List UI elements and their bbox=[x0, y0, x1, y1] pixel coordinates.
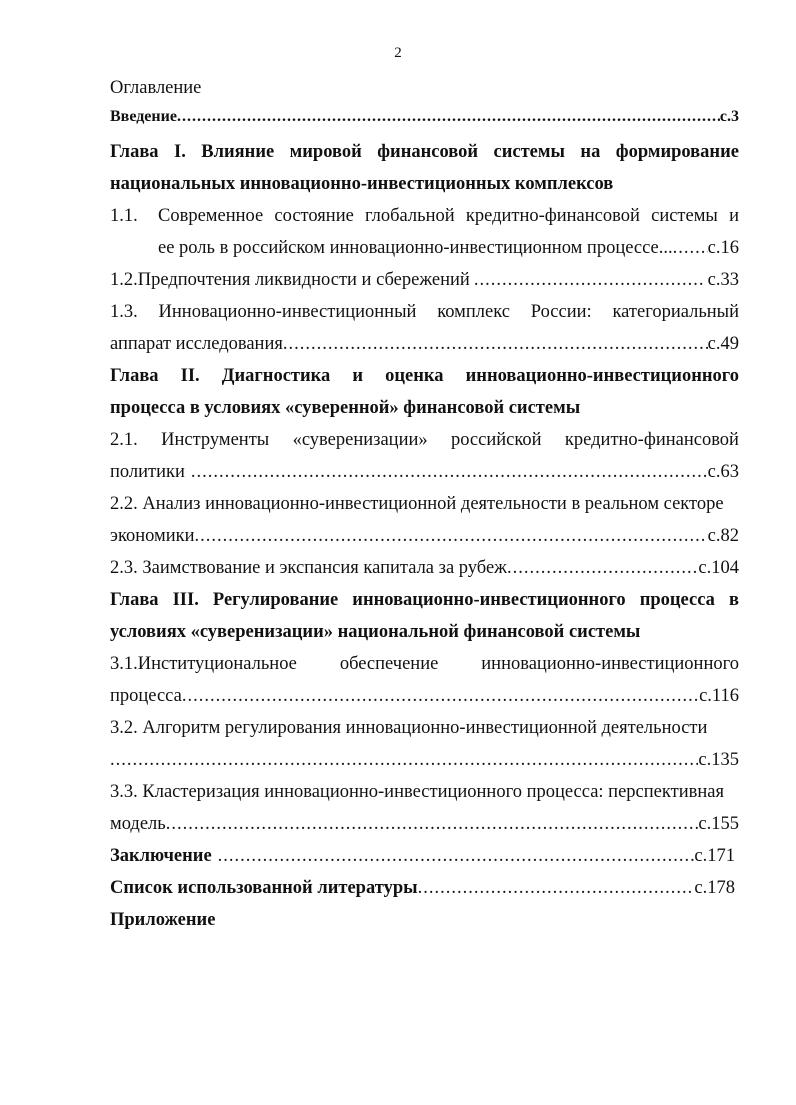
word: системы bbox=[493, 142, 565, 162]
toc-entry-2-2-line1[interactable]: 2.2. Анализ инновационно-инвестиционной деятельности в реальном секторе bbox=[110, 494, 724, 514]
word: и bbox=[352, 366, 364, 386]
chapter-2-heading-line1[interactable] bbox=[110, 364, 739, 388]
section-number: 1.2. bbox=[110, 270, 138, 290]
chapter-3-heading-line2: условиях «суверенизации» национальной финансовой системы bbox=[110, 622, 641, 642]
word: и bbox=[729, 206, 739, 226]
word: категориальный bbox=[612, 302, 739, 322]
leader-dots bbox=[283, 332, 708, 356]
leader-dots bbox=[218, 844, 695, 868]
entry-page: с.49 bbox=[707, 334, 739, 354]
word: мировой bbox=[289, 142, 362, 162]
toc-entry-intro[interactable] bbox=[110, 108, 739, 126]
entry-page: с.178 bbox=[694, 878, 735, 898]
entry-title: ее роль в российском инновационно-инвестиционном процессе... bbox=[158, 238, 673, 258]
leader-dots bbox=[177, 108, 720, 126]
toc-entry-1-1-line1[interactable] bbox=[110, 204, 739, 228]
entry-page: с.63 bbox=[707, 462, 739, 482]
word: II. bbox=[180, 366, 200, 386]
toc-title: Оглавление bbox=[110, 78, 202, 98]
word: Инструменты bbox=[161, 430, 270, 450]
entry-page: с.155 bbox=[698, 814, 739, 834]
word: процесса bbox=[639, 590, 715, 610]
leader-dots bbox=[474, 268, 704, 292]
toc-entry-3-1-line1[interactable] bbox=[110, 652, 739, 676]
word: 2.1. bbox=[110, 430, 138, 450]
entry-page: с.116 bbox=[699, 686, 739, 706]
word: формирование bbox=[615, 142, 739, 162]
toc-entry-3-3-line1[interactable]: 3.3. Кластеризация инновационно-инвестиционного процесса: перспективная bbox=[110, 782, 724, 802]
entry-page: с.16 bbox=[707, 238, 739, 258]
section-number: 1.1. bbox=[110, 206, 138, 226]
toc-entry-2-1-line1[interactable] bbox=[110, 428, 739, 452]
word: Современное bbox=[158, 206, 264, 226]
entry-title: процесса bbox=[110, 686, 182, 706]
word: Регулирование bbox=[212, 590, 339, 610]
page-number: 2 bbox=[394, 45, 402, 61]
word: Глава bbox=[110, 142, 159, 162]
word: состояние bbox=[274, 206, 354, 226]
word: инновационно-инвестиционного bbox=[481, 654, 739, 674]
leader-dots bbox=[110, 748, 698, 772]
entry-title: Введение bbox=[110, 108, 177, 125]
word: I. bbox=[174, 142, 186, 162]
toc-entry-3-2-line2[interactable] bbox=[110, 748, 739, 772]
word: Влияние bbox=[201, 142, 275, 162]
leader-dots bbox=[418, 876, 695, 900]
toc-entry-1-2[interactable] bbox=[110, 268, 739, 292]
toc-entry-1-3-line1[interactable] bbox=[110, 300, 739, 324]
word: обеспечение bbox=[339, 654, 439, 674]
word: на bbox=[580, 142, 601, 162]
leader-dots bbox=[507, 556, 698, 580]
toc-entry-3-1-line2[interactable] bbox=[110, 684, 739, 708]
leader-dots bbox=[191, 460, 708, 484]
toc-entry-references[interactable] bbox=[110, 876, 735, 900]
leader-dots bbox=[673, 236, 708, 260]
entry-title: экономики bbox=[110, 526, 195, 546]
entry-title: Список использованной литературы bbox=[110, 878, 418, 898]
word: Глава bbox=[110, 590, 159, 610]
leader-dots bbox=[195, 524, 704, 548]
entry-page: с.33 bbox=[707, 270, 739, 290]
word: 1.3. bbox=[110, 302, 138, 322]
toc-entry-2-2-line2[interactable] bbox=[110, 524, 739, 548]
word: Инновационно-инвестиционный bbox=[158, 302, 417, 322]
toc-entry-appendix[interactable]: Приложение bbox=[110, 910, 216, 930]
entry-page: с.135 bbox=[698, 750, 739, 770]
chapter-1-heading-line1[interactable] bbox=[110, 140, 739, 164]
leader-dots bbox=[182, 684, 699, 708]
entry-title: 2.3. Заимствование и экспансия капитала за рубеж bbox=[110, 558, 507, 578]
word: финансовой bbox=[377, 142, 479, 162]
entry-title: Предпочтения ликвидности и сбережений bbox=[137, 270, 470, 290]
word: Глава bbox=[110, 366, 159, 386]
entry-page: с.104 bbox=[698, 558, 739, 578]
word: кредитно-финансовой bbox=[465, 206, 640, 226]
word: комплекс bbox=[437, 302, 510, 322]
toc-entry-2-1-line2[interactable] bbox=[110, 460, 739, 484]
word: инновационно-инвестиционного bbox=[352, 590, 626, 610]
entry-title: модель bbox=[110, 814, 166, 834]
word: Диагностика bbox=[221, 366, 331, 386]
word: 3.1.Институциональное bbox=[110, 654, 297, 674]
word: III. bbox=[172, 590, 199, 610]
entry-title: политики bbox=[110, 462, 185, 482]
entry-page: с.171 bbox=[694, 846, 735, 866]
word: российской bbox=[450, 430, 542, 450]
leader-dots bbox=[166, 812, 699, 836]
word: в bbox=[728, 590, 739, 610]
word: России: bbox=[530, 302, 592, 322]
toc-entry-2-3[interactable] bbox=[110, 556, 739, 580]
entry-title: аппарат исследования bbox=[110, 334, 283, 354]
word: системы bbox=[651, 206, 718, 226]
chapter-3-heading-line1[interactable] bbox=[110, 588, 739, 612]
toc-entry-1-3-line2[interactable] bbox=[110, 332, 739, 356]
toc-entry-conclusion[interactable] bbox=[110, 844, 735, 868]
toc-entry-3-3-line2[interactable] bbox=[110, 812, 739, 836]
word: глобальной bbox=[365, 206, 455, 226]
word: инновационно-инвестиционного bbox=[465, 366, 739, 386]
toc-entry-1-1-line2[interactable] bbox=[158, 236, 739, 260]
entry-page: с.3 bbox=[719, 108, 739, 125]
word: кредитно-финансовой bbox=[564, 430, 739, 450]
chapter-1-heading-line2: национальных инновационно-инвестиционных комплексов bbox=[110, 174, 614, 194]
entry-title: Заключение bbox=[110, 846, 212, 866]
chapter-2-heading-line2: процесса в условиях «суверенной» финансовой системы bbox=[110, 398, 581, 418]
toc-entry-3-2-line1[interactable]: 3.2. Алгоритм регулирования инновационно-инвестиционной деятельности bbox=[110, 718, 708, 738]
entry-page: с.82 bbox=[707, 526, 739, 546]
word: оценка bbox=[385, 366, 444, 386]
word: «суверенизации» bbox=[292, 430, 428, 450]
